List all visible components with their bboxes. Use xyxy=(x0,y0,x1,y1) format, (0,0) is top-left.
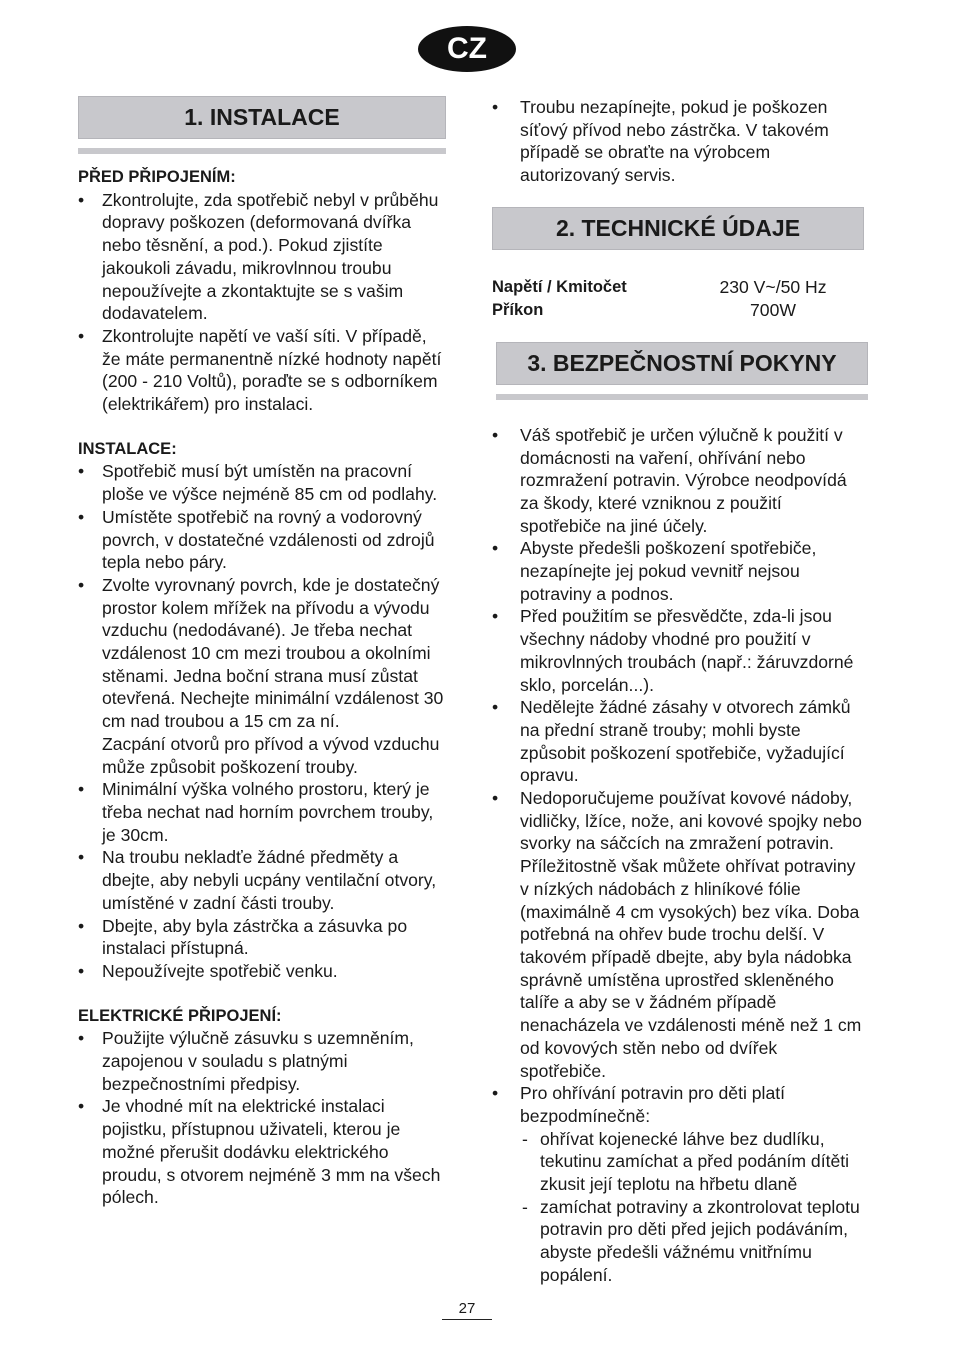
list-item: • Na troubu nekladťe žádné předměty a dbejte, aby nebyli ucpány ventilační otvory, umístěné v zadní části trouby. xyxy=(78,846,446,914)
list-item: • Před použitím se přesvědčte, zda-li jsou všechny nádoby vhodné pro použití v mikrovlnných troubách (např.: žáruvzdorné sklo, porcelán...). xyxy=(492,605,864,696)
sublist-item: - zamíchat potraviny a zkontrolovat teplotu potravin pro děti před jejich podáváním, abyste předešli vážnému vnitřnímu popálení. xyxy=(520,1196,864,1287)
page-number: 27 xyxy=(442,1300,492,1320)
section-3-heading: 3. BEZPEČNOSTNÍ POKYNY xyxy=(496,342,868,385)
installation-heading: INSTALACE: xyxy=(78,439,177,458)
list-item xyxy=(492,1082,864,1286)
list-item-text: • Zvolte vyrovnaný povrch, kde je dostatečný prostor kolem mřížek na přívodu a vývodu vzduchu (nedodávané). Je třeba nechat vzdálenost 10 cm mezi troubou a okolními stěnami. Jedna boční strana musí zůstat otevřená. Nechejte minimální vzdálenost 30 cm nad troubou a 15 cm za ní. xyxy=(102,574,444,732)
spec-label-voltage: Napětí / Kmitočet xyxy=(492,277,627,296)
pre-connection-list xyxy=(78,189,446,416)
list-item: • Nepoužívejte spotřebič venku. xyxy=(78,960,446,983)
list-item: • Váš spotřebič je určen výlučně k použití v domácnosti na vaření, ohřívání nebo rozmražení potravin. Výrobce neodpovídá za škody, které vzniknou z použití spotřebiče na jiné účely. xyxy=(492,424,864,538)
section-2-heading: 2. TECHNICKÉ ÚDAJE xyxy=(492,207,864,250)
list-item: • Minimální výška volného prostoru, který je třeba nechat nad horním povrchem trouby, je 30cm. xyxy=(78,778,446,846)
list-item: • Použijte výlučně zásuvku s uzemněním, zapojenou v souladu s platnými bezpečnostními předpisy. xyxy=(78,1027,446,1095)
right-column xyxy=(492,96,864,1287)
list-item: • Nedoporučujeme používat kovové nádoby, vidličky, lžíce, nože, ani kovové spojky nebo svorky na sáčcích na zmražení potravin. Příležitostně však můžete ohřívat potraviny v nízkých nádobách z hliníkové fólie (maximálně 4 cm vysokých) bez víka. Doba potřebná na ohřev bude trochu delší. V takovém případě dbejte, aby byla nádobka správně umístěna uprostřed skleněného talíře a aby se v žádném případě nenacházela ve vzdálenosti méně než 1 cm od kovových stěn nebo od dvířek spotřebiče. xyxy=(492,787,864,1082)
spec-value-voltage: 230 V~/50 Hz xyxy=(719,276,827,297)
language-badge: CZ xyxy=(418,26,516,72)
section-1-heading: 1. INSTALACE xyxy=(78,96,446,139)
list-item: • Nedělejte žádné zásahy v otvorech zámků na přední straně trouby; mohli byste způsobit poškození spotřebiče, vyžadující opravu. xyxy=(492,696,864,787)
list-item xyxy=(78,574,446,778)
spec-value-power: 700W xyxy=(750,299,796,320)
list-item: • Abyste předešli poškození spotřebiče, nezapínejte jej pokud vevnitř nejsou potraviny a podnos. xyxy=(492,537,864,605)
section-divider xyxy=(78,148,446,154)
list-item: • Umístěte spotřebič na rovný a vodorovný povrch, v dostatečné vzdálenosti od zdrojů tepla nebo páry. xyxy=(78,506,446,574)
section-divider xyxy=(496,394,868,400)
list-item: • Dbejte, aby byla zástrčka a zásuvka po instalaci přístupná. xyxy=(78,915,446,960)
list-item: • Troubu nezapínejte, pokud je poškozen síťový přívod nebo zástrčka. V takovém případě se obraťte na výrobcem autorizovaný servis. xyxy=(492,96,864,187)
spec-label-power: Příkon xyxy=(492,300,544,319)
electric-connection-heading: ELEKTRICKÉ PŘIPOJENÍ: xyxy=(78,1006,282,1025)
pre-connection-heading: PŘED PŘIPOJENÍM: xyxy=(78,168,236,186)
children-sublist xyxy=(520,1128,864,1287)
left-column xyxy=(78,96,446,1209)
list-item: • Zkontrolujte napětí ve vaší síti. V případě, že máte permanentně nízké hodnoty napětí (200 - 210 Voltů), poraďte se s odborníkem (elektrikářem) pro instalaci. xyxy=(78,325,446,416)
sublist-item: - ohřívat kojenecké láhve bez dudlíku, tekutinu zamíchat a před podáním dítěti zkusit její teplotu na hřbetu dlaně xyxy=(520,1128,864,1196)
list-item: • Zkontrolujte, zda spotřebič nebyl v průběhu dopravy poškozen (deformovaná dvířka nebo těsnění, a pod.). Pokud zjistíte jakoukoli závadu, mikrovlnnou troubu nepoužívejte a zkontaktujte se s vašim dodavatelem. xyxy=(78,189,446,325)
continued-list xyxy=(492,96,864,187)
list-item-note: Zacpání otvorů pro přívod a vývod vzduchu může způsobit poškození trouby. xyxy=(102,733,440,777)
list-item: • Spotřebič musí být umístěn na pracovní ploše ve výšce nejméně 85 cm od podlahy. xyxy=(78,460,446,505)
list-item: • Je vhodné mít na elektrické instalaci pojistku, přístupnou uživateli, kterou je možné přerušit dodávku elektrického proudu, s otvorem nejméně 3 mm na všech pólech. xyxy=(78,1095,446,1209)
safety-list xyxy=(492,424,864,1287)
technical-specs xyxy=(492,276,864,322)
electric-connection-list xyxy=(78,1027,446,1209)
installation-list xyxy=(78,460,446,982)
list-item-text: • Pro ohřívání potravin pro děti platí bezpodmínečně: xyxy=(520,1083,786,1126)
